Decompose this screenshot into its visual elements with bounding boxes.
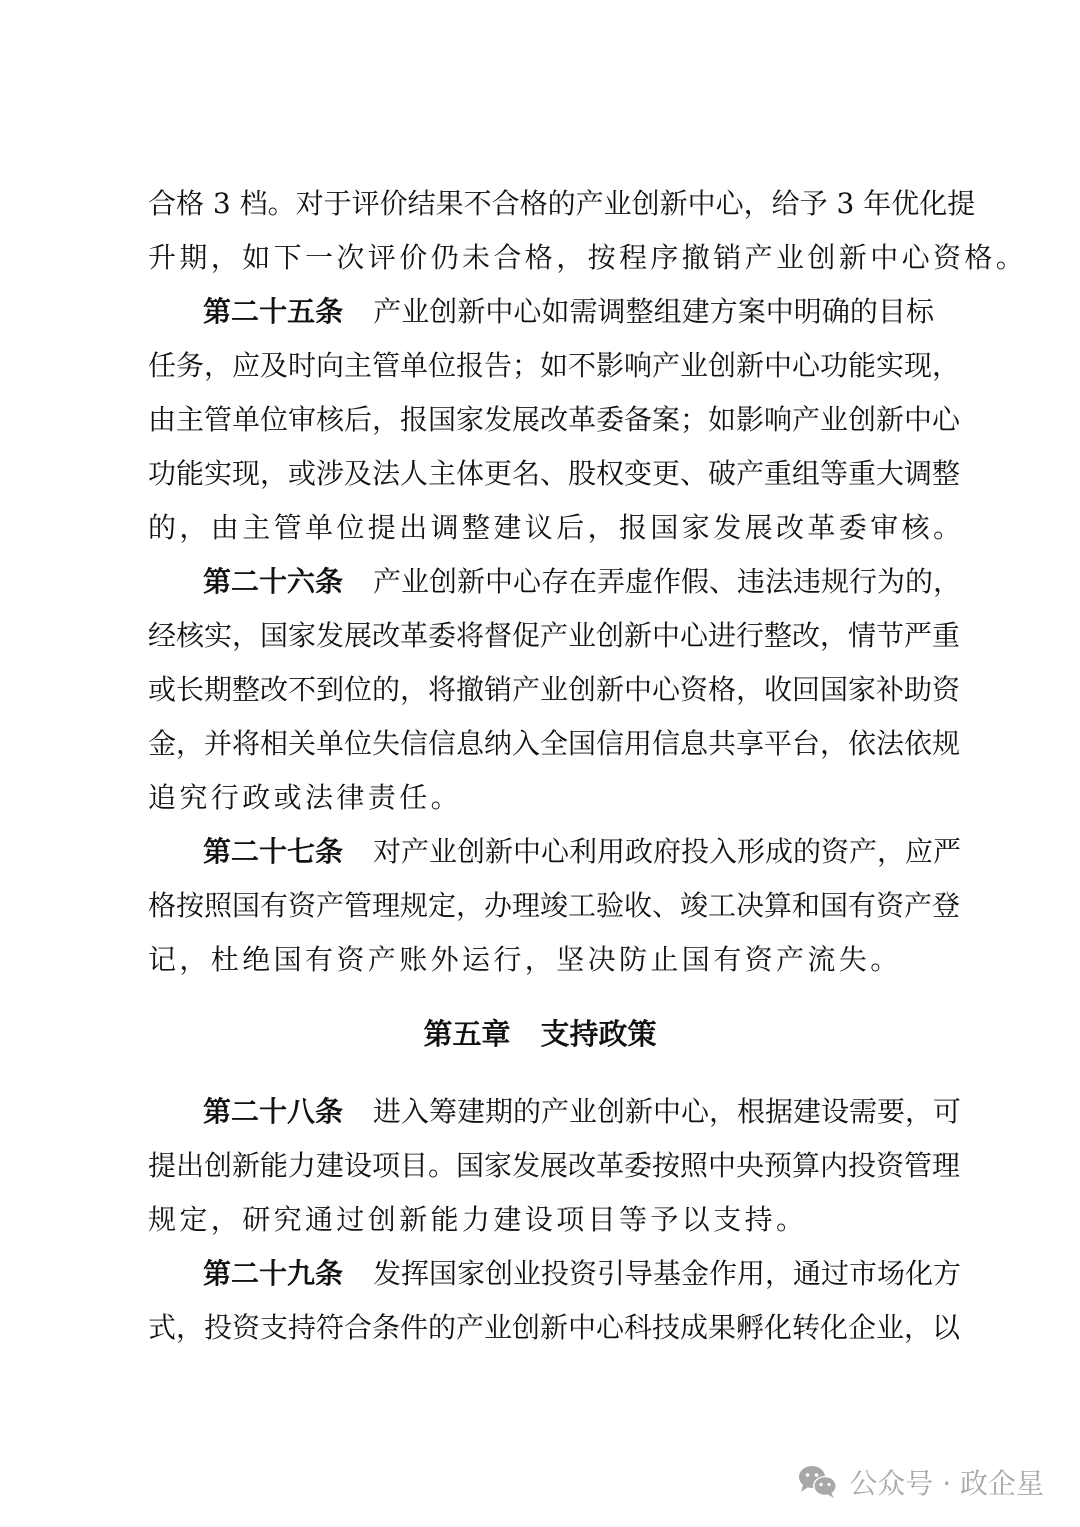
text-line: 合格 3 档。对于评价结果不合格的产业创新中心，给予 3 年优化提 (148, 187, 976, 220)
article-28-first-line (203, 1085, 962, 1139)
text-line: 经核实，国家发展改革委将督促产业创新中心进行整改，情节严重 (148, 619, 961, 652)
wechat-icon (797, 1464, 839, 1500)
watermark (797, 1460, 1044, 1504)
article-25-first-line (203, 285, 934, 339)
text-line: 或长期整改不到位的，将撤销产业创新中心资格，收回国家补助资 (148, 673, 961, 706)
watermark-text: 公众号 · 政企星 (849, 1467, 1044, 1500)
text-span: 发挥国家创业投资引导基金作用，通过市场化方 (373, 1257, 962, 1290)
text-line: 提出创新能力建设项目。国家发展改革委按照中央预算内投资管理 (148, 1149, 961, 1182)
chapter-heading (0, 1007, 1080, 1061)
text-line: 升期，如下一次评价仍未合格，按程序撤销产业创新中心资格。 (148, 241, 1028, 274)
text-span: 产业创新中心存在弄虚作假、违法违规行为的， (373, 565, 962, 598)
text-line: 任务，应及时向主管单位报告；如不影响产业创新中心功能实现， (148, 349, 961, 382)
text-line: 金，并将相关单位失信信息纳入全国信用信息共享平台，依法依规 (148, 727, 961, 760)
text-span: 产业创新中心如需调整组建方案中明确的目标 (373, 295, 934, 328)
text-line: 功能实现，或涉及法人主体更名、股权变更、破产重组等重大调整 (148, 457, 961, 490)
text-span: 进入筹建期的产业创新中心，根据建设需要，可 (373, 1095, 962, 1128)
article-29-first-line (203, 1247, 962, 1301)
article-27-first-line (203, 825, 962, 879)
article-number: 第二十五条 (203, 295, 344, 328)
article-number: 第二十九条 (203, 1257, 344, 1290)
text-line: 式，投资支持符合条件的产业创新中心科技成果孵化转化企业，以 (148, 1311, 961, 1344)
text-line: 格按照国有资产管理规定，办理竣工验收、竣工决算和国有资产登 (148, 889, 961, 922)
article-26-first-line (203, 555, 962, 609)
chapter-number: 第五章 (423, 1017, 511, 1051)
text-line: 追究行政或法律责任。 (148, 781, 463, 814)
text-span: 对产业创新中心利用政府投入形成的资产，应严 (373, 835, 962, 868)
text-line: 的，由主管单位提出调整建议后，报国家发展改革委审核。 (148, 511, 965, 544)
article-number: 第二十八条 (203, 1095, 344, 1128)
text-line: 记，杜绝国有资产账外运行，坚决防止国有资产流失。 (148, 943, 902, 976)
chapter-title: 支持政策 (540, 1017, 657, 1051)
article-number: 第二十六条 (203, 565, 344, 598)
article-number: 第二十七条 (203, 835, 344, 868)
text-line: 由主管单位审核后，报国家发展改革委备案；如影响产业创新中心 (148, 403, 961, 436)
text-line: 规定，研究通过创新能力建设项目等予以支持。 (148, 1203, 808, 1236)
